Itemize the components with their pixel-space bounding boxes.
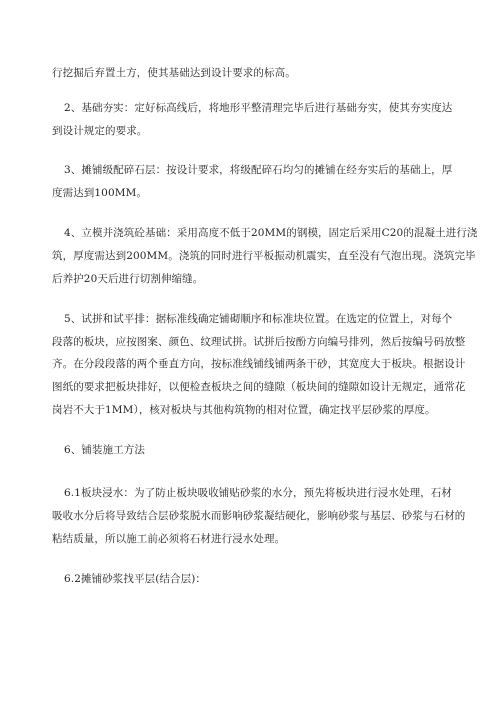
paragraph-4-line-1: 4、立模并浇筑砼基础：采用高度不低于20MM的钢模，固定后采用C20的混凝土进行浇	[64, 227, 478, 239]
paragraph-4-line-2: 筑，厚度需达到200MM。浇筑的同时进行平板振动机震实，直至没有气泡出现。浇筑完毕	[52, 250, 476, 262]
paragraph-5-line-4: 图纸的要求把板块排好，以便检查板块之间的缝隙（板块间的缝隙如设计无规定，通常花	[52, 381, 466, 393]
paragraph-1-line-1: 行挖掘后弃置土方，使其基础达到设计要求的标高。	[52, 67, 296, 79]
paragraph-6-1-line-1: 6.1板块浸水：为了防止板块吸收铺贴砂浆的水分，预先将板块进行浸水处理，石材	[64, 487, 452, 499]
paragraph-4-line-3: 后养护20天后进行切割伸缩缝。	[52, 273, 204, 285]
section-heading-6: 6、铺装施工方法	[64, 444, 145, 456]
paragraph-5-line-2: 段落的板块，应按图案、颜色、纹理试拼。试拼后按酚方向编号排列，然后按编号码放整	[52, 336, 466, 348]
paragraph-2-line-1: 2、基础夯实：定好标高线后，将地形平整清理完毕后进行基础夯实，使其夯实度达	[64, 102, 453, 114]
paragraph-2-line-2: 到设计规定的要求。	[52, 125, 148, 137]
paragraph-3-line-2: 度需达到100MM。	[52, 187, 148, 199]
paragraph-6-1-line-2: 吸收水分后将导致结合层砂浆脱水而影响砂浆凝结硬化，影响砂浆与基层、砂浆与石材的	[52, 510, 466, 522]
paragraph-6-2-line-1: 6.2摊铺砂浆找平层(结合层)：	[64, 573, 206, 585]
paragraph-5-line-1: 5、试拼和试平排：据标准线确定铺砌顺序和标准块位置。在选定的位置上，对每个	[64, 313, 453, 325]
paragraph-5-line-3: 齐。在分段段落的两个垂直方向，按标准线铺线铺两条干砂，其宽度大于板块。根据设计	[52, 358, 466, 370]
paragraph-6-1-line-3: 粘结质量，所以施工前必须将石材进行浸水处理。	[52, 533, 286, 545]
paragraph-3-line-1: 3、摊铺级配碎石层：按设计要求，将级配碎石均匀的摊铺在经夯实后的基础上，厚	[64, 164, 453, 176]
paragraph-5-line-5: 岗岩不大于1MM），核对板块与其他构筑物的相对位置，确定找平层砂浆的厚度。	[52, 404, 436, 416]
